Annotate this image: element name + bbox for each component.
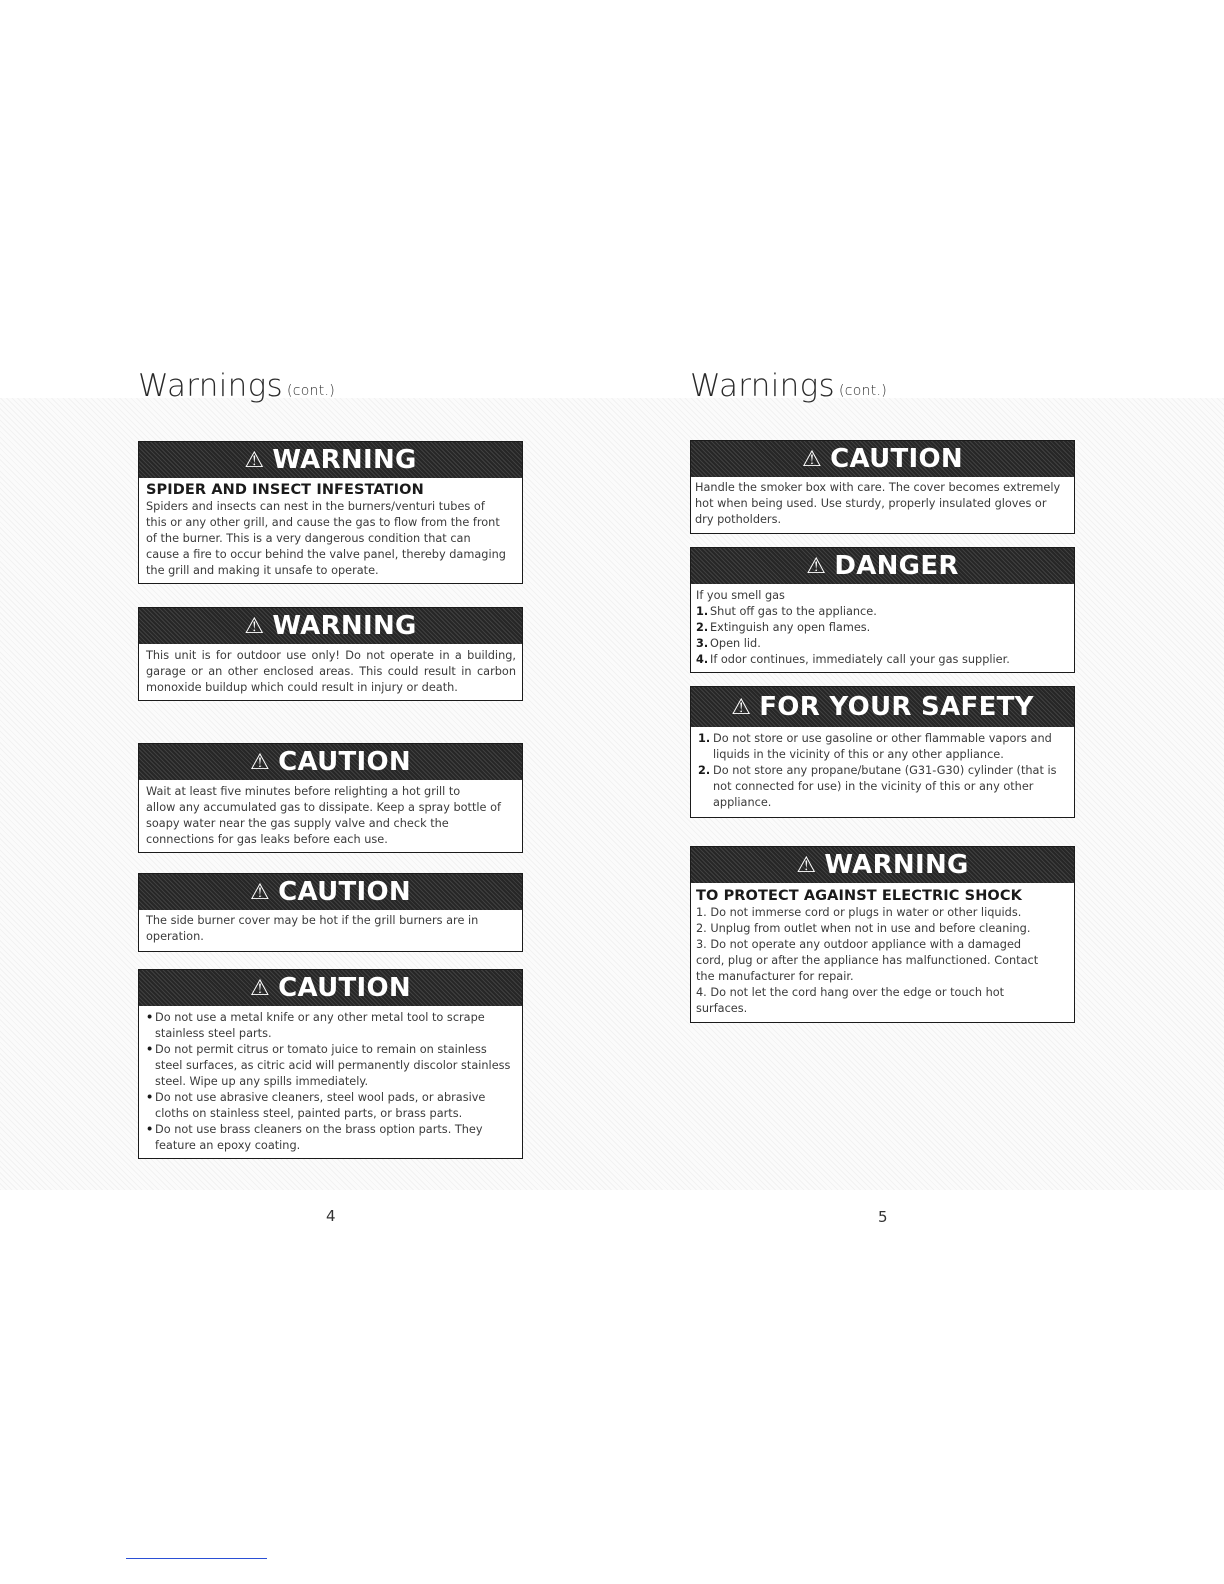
warning-triangle-icon: ⚠ [244, 614, 265, 639]
box-header-label: CAUTION [278, 973, 411, 1003]
box-header-label: WARNING [824, 850, 969, 880]
box-text-line: Spiders and insects can nest in the burners/venturi tubes of [146, 500, 485, 513]
list-item: • Do not use a metal knife or any other metal tool to scrape stainless steel parts. [146, 1010, 516, 1042]
warning-box-spider-insect [138, 441, 523, 584]
box-header [139, 442, 522, 478]
box-text-line: this or any other grill, and cause the gas to flow from the front [146, 516, 500, 529]
safety-box-flammables [690, 686, 1075, 818]
box-header [691, 441, 1074, 477]
danger-box-gas-smell [690, 547, 1075, 673]
list-item-text: Extinguish any open flames. [710, 621, 871, 634]
box-header-label: WARNING [272, 445, 417, 475]
box-text-line: 2. Unplug from outlet when not in use and before cleaning. [696, 922, 1031, 935]
list-item-number: 2. [698, 764, 711, 777]
warning-triangle-icon: ⚠ [806, 554, 827, 579]
page-title-text: Warnings [690, 368, 835, 404]
warning-triangle-icon: ⚠ [244, 448, 265, 473]
list-item-text: Do not use brass cleaners on the brass option parts. They feature an epoxy coating. [155, 1123, 483, 1152]
list-item-text: Do not store or use gasoline or other flammable vapors and liquids in the vicinity of this or any other appliance. [713, 732, 1052, 761]
box-text-line: the manufacturer for repair. [696, 970, 854, 983]
caution-box-relighting [138, 743, 523, 853]
box-header-label: DANGER [834, 551, 959, 581]
warning-triangle-icon: ⚠ [796, 853, 817, 878]
list-item-text: Do not store any propane/butane (G31-G30) cylinder (that is not connected for use) in the vicinity of this or any other appliance. [713, 764, 1057, 809]
box-subhead: TO PROTECT AGAINST ELECTRIC SHOCK [696, 888, 1022, 904]
list-item-text: Do not permit citrus or tomato juice to remain on stainless steel surfaces, as citric acid will permanently discolor stainless steel. Wipe up any spills immediately. [155, 1043, 511, 1088]
box-text-line: surfaces. [696, 1002, 748, 1015]
box-header-label: CAUTION [278, 747, 411, 777]
caution-box-side-burner [138, 873, 523, 952]
list-item [698, 731, 1068, 763]
box-text-line: operation. [146, 930, 204, 943]
list-item-text: If odor continues, immediately call your gas supplier. [710, 653, 1010, 666]
warning-box-electric-shock [690, 846, 1075, 1023]
bullet-list [146, 1010, 516, 1154]
box-header [691, 687, 1074, 727]
box-body [139, 478, 522, 583]
page-title-suffix: (cont.) [838, 383, 888, 399]
box-body [691, 584, 1074, 672]
box-header-label: WARNING [272, 611, 417, 641]
page-title-text: Warnings [138, 368, 283, 404]
page-number: 5 [878, 1208, 888, 1226]
caution-box-stainless-care [138, 969, 523, 1159]
box-text-line: 4. Do not let the cord hang over the edge or touch hot [696, 986, 1005, 999]
list-item-text: Shut off gas to the appliance. [710, 605, 877, 618]
box-text-line: allow any accumulated gas to dissipate. Keep a spray bottle of [146, 801, 501, 814]
warning-triangle-icon: ⚠ [250, 750, 271, 775]
box-header [691, 548, 1074, 584]
list-item: • Do not use abrasive cleaners, steel wool pads, or abrasive cloths on stainless steel, painted parts, or brass parts. [146, 1090, 516, 1122]
box-text-line: The side burner cover may be hot if the grill burners are in [146, 914, 479, 927]
box-header [691, 847, 1074, 883]
page-title-suffix: (cont.) [286, 383, 336, 399]
box-intro: If you smell gas [696, 589, 785, 602]
box-body [691, 727, 1074, 817]
warning-triangle-icon: ⚠ [250, 880, 271, 905]
list-item: • Do not permit citrus or tomato juice to remain on stainless steel surfaces, as citric acid will permanently discolor stainless steel. Wipe up any spills immediately. [146, 1042, 516, 1090]
box-text-line: of the burner. This is a very dangerous condition that can [146, 532, 471, 545]
box-text-line: hot when being used. Use sturdy, properly insulated gloves or [695, 497, 1047, 510]
warning-triangle-icon: ⚠ [731, 695, 752, 720]
box-body [139, 780, 522, 852]
caution-box-smoker [690, 440, 1075, 534]
list-item-number: 1. [698, 732, 711, 745]
list-item [696, 620, 1070, 636]
warning-triangle-icon: ⚠ [802, 447, 823, 472]
footer-underline-link[interactable] [126, 1558, 267, 1559]
list-item [698, 763, 1068, 811]
box-body [691, 883, 1074, 1022]
list-item-number: 2. [696, 621, 709, 634]
warning-triangle-icon: ⚠ [250, 976, 271, 1001]
box-header-label: FOR YOUR SAFETY [759, 692, 1034, 722]
list-item [696, 604, 1070, 620]
box-header [139, 874, 522, 910]
numbered-list [696, 604, 1070, 668]
numbered-list [698, 731, 1068, 811]
list-item-number: 1. [696, 605, 709, 618]
box-text-line: Handle the smoker box with care. The cover becomes extremely [695, 481, 1061, 494]
page-title [138, 368, 335, 404]
box-body [139, 644, 522, 700]
box-header-label: CAUTION [830, 444, 963, 474]
box-text-line: 3. Do not operate any outdoor appliance with a damaged [696, 938, 1022, 951]
box-text-line: the grill and making it unsafe to operate. [146, 564, 379, 577]
box-text-line: soapy water near the gas supply valve and check the [146, 817, 449, 830]
list-item-text: Open lid. [710, 637, 761, 650]
list-item-number: 4. [696, 653, 709, 666]
box-body [139, 910, 522, 951]
box-text-line: cause a fire to occur behind the valve panel, thereby damaging [146, 548, 506, 561]
box-text-line: 1. Do not immerse cord or plugs in water or other liquids. [696, 906, 1022, 919]
box-body [691, 477, 1074, 533]
list-item-text: Do not use abrasive cleaners, steel wool pads, or abrasive cloths on stainless steel, painted parts, or brass parts. [155, 1091, 486, 1120]
box-text: This unit is for outdoor use only! Do not operate in a building, garage or an other enclosed areas. This could result in carbon monoxide buildup which could result in injury or death. [146, 649, 516, 694]
box-text-line: cord, plug or after the appliance has malfunctioned. Contact [696, 954, 1039, 967]
box-header [139, 970, 522, 1006]
box-header [139, 744, 522, 780]
page-title [690, 368, 887, 404]
list-item [696, 636, 1070, 652]
warning-box-outdoor-use [138, 607, 523, 701]
list-item-text: Do not use a metal knife or any other metal tool to scrape stainless steel parts. [155, 1011, 485, 1040]
list-item-number: 3. [696, 637, 709, 650]
box-text-line: Wait at least five minutes before relighting a hot grill to [146, 785, 461, 798]
box-body [139, 1006, 522, 1158]
box-text-line: connections for gas leaks before each use. [146, 833, 388, 846]
box-header-label: CAUTION [278, 877, 411, 907]
box-text-line: dry potholders. [695, 513, 782, 526]
list-item [696, 652, 1070, 668]
box-subhead: SPIDER AND INSECT INFESTATION [146, 482, 424, 498]
page-number: 4 [326, 1207, 336, 1225]
box-header [139, 608, 522, 644]
list-item: • Do not use brass cleaners on the brass option parts. They feature an epoxy coating. [146, 1122, 516, 1154]
